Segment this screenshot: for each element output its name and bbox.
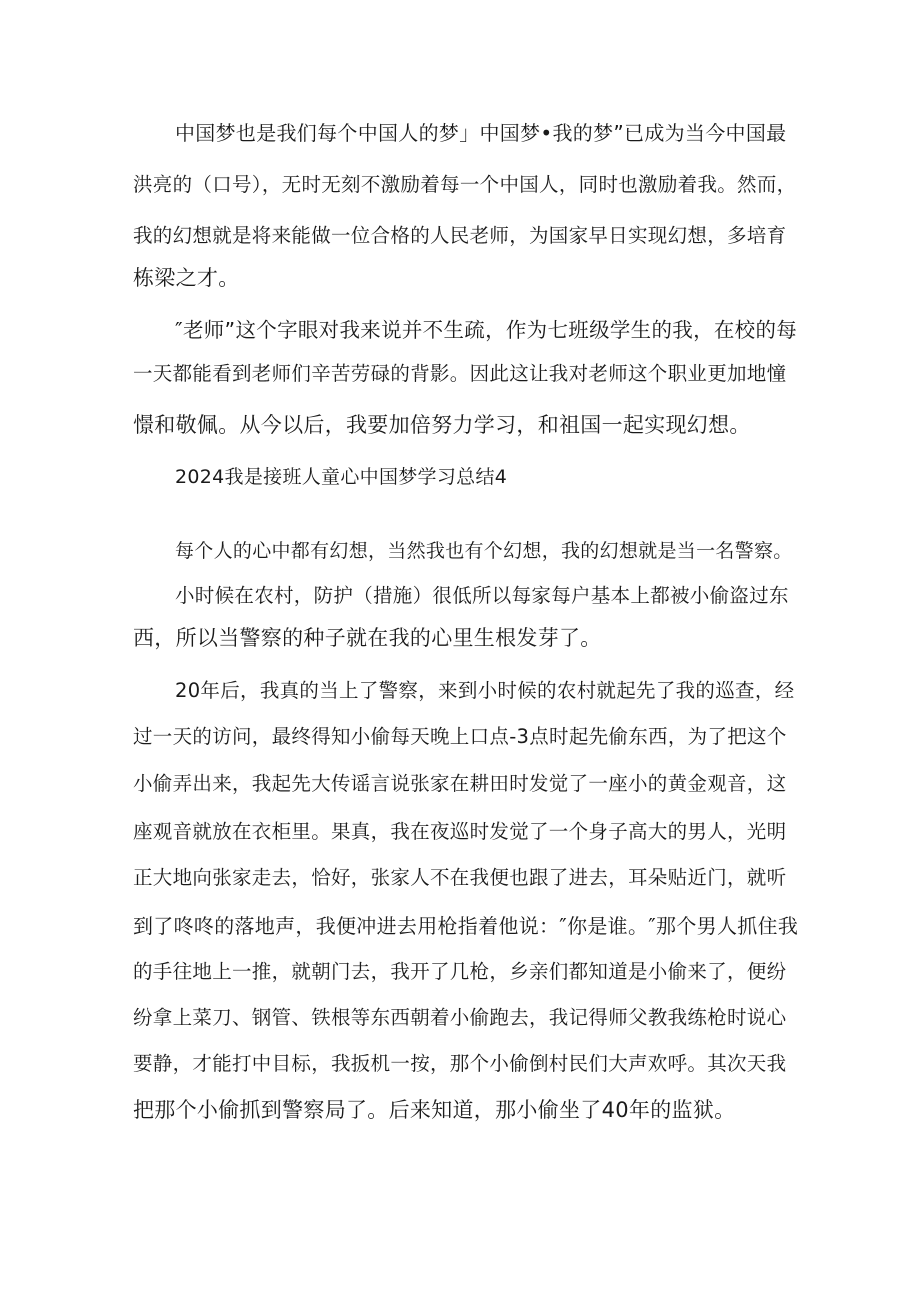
paragraph-4-line-1: 小时候在农村，防护（措施）很低所以每家每户基本上都被小偷盗过东: [175, 584, 789, 607]
paragraph-3-line-1: 每个人的心中都有幻想，当然我也有个幻想，我的幻想就是当一名警察。: [175, 540, 793, 562]
paragraph-5-line-4: 座观音就放在衣柜里。果真，我在夜巡时发觉了一个身子高大的男人，光明: [133, 820, 787, 843]
paragraph-5-line-8: 纷拿上菜刀、钢管、铁根等东西朝着小偷跑去，我记得师父教我练枪时说心: [133, 1006, 787, 1029]
paragraph-1-line-2: 洪亮的（口号），无时无刻不激励着每一个中国人，同时也激励着我。然而，: [133, 173, 797, 196]
paragraph-5-line-9: 要静，才能打中目标，我扳机一按，那个小偷倒村民们大声欢呼。其次天我: [133, 1052, 787, 1075]
paragraph-2-line-3: 憬和敬佩。从今以后，我要加倍努力学习，和祖国一起实现幻想。: [133, 413, 751, 437]
paragraph-1-line-1: 中国梦也是我们每个中国人的梦」中国梦•我的梦”已成为当今中国最: [175, 121, 787, 145]
paragraph-5-line-10: 把那个小偷抓到警察局了。后来知道，那小偷坐了40年的监狱。: [133, 1098, 736, 1122]
paragraph-5-line-3: 小偷弄出来，我起先大传谣言说张家在耕田时发觉了一座小的黄金观音，这: [133, 772, 787, 795]
paragraph-5-line-7: 的手往地上一推，就朝门去，我开了几枪，乡亲们都知道是小偷来了，便纷: [133, 960, 787, 983]
paragraph-4-line-2: 西，所以当警察的种子就在我的心里生根发芽了。: [133, 626, 602, 650]
paragraph-5-line-5: 正大地向张家走去，恰好，张家人不在我便也跟了进去，耳朵贴近门，就听: [133, 866, 787, 889]
paragraph-5-line-1: 20年后，我真的当上了警察，来到小时候的农村就起先了我的巡查，经: [175, 679, 795, 702]
paragraph-1-line-4: 栋梁之才。: [133, 266, 240, 290]
paragraph-5-line-6: 到了咚咚的落地声，我便冲进去用枪指着他说：″你是谁。″那个男人抓住我: [133, 914, 799, 938]
paragraph-2-line-2: 一天都能看到老师们辛苦劳碌的背影。因此这让我对老师这个职业更加地憧: [133, 362, 787, 385]
paragraph-1-line-3: 我的幻想就是将来能做一位合格的人民老师，为国家早日实现幻想，多培育: [133, 224, 787, 247]
paragraph-2-line-1: ″老师”这个字眼对我来说并不生疏，作为七班级学生的我，在校的每: [175, 318, 798, 342]
paragraph-5-line-2: 过一天的访问，最终得知小偷每天晚上口点-3点时起先偷东西，为了把这个: [133, 725, 787, 748]
section-heading: 2024我是接班人童心中国梦学习总结4: [175, 466, 508, 488]
